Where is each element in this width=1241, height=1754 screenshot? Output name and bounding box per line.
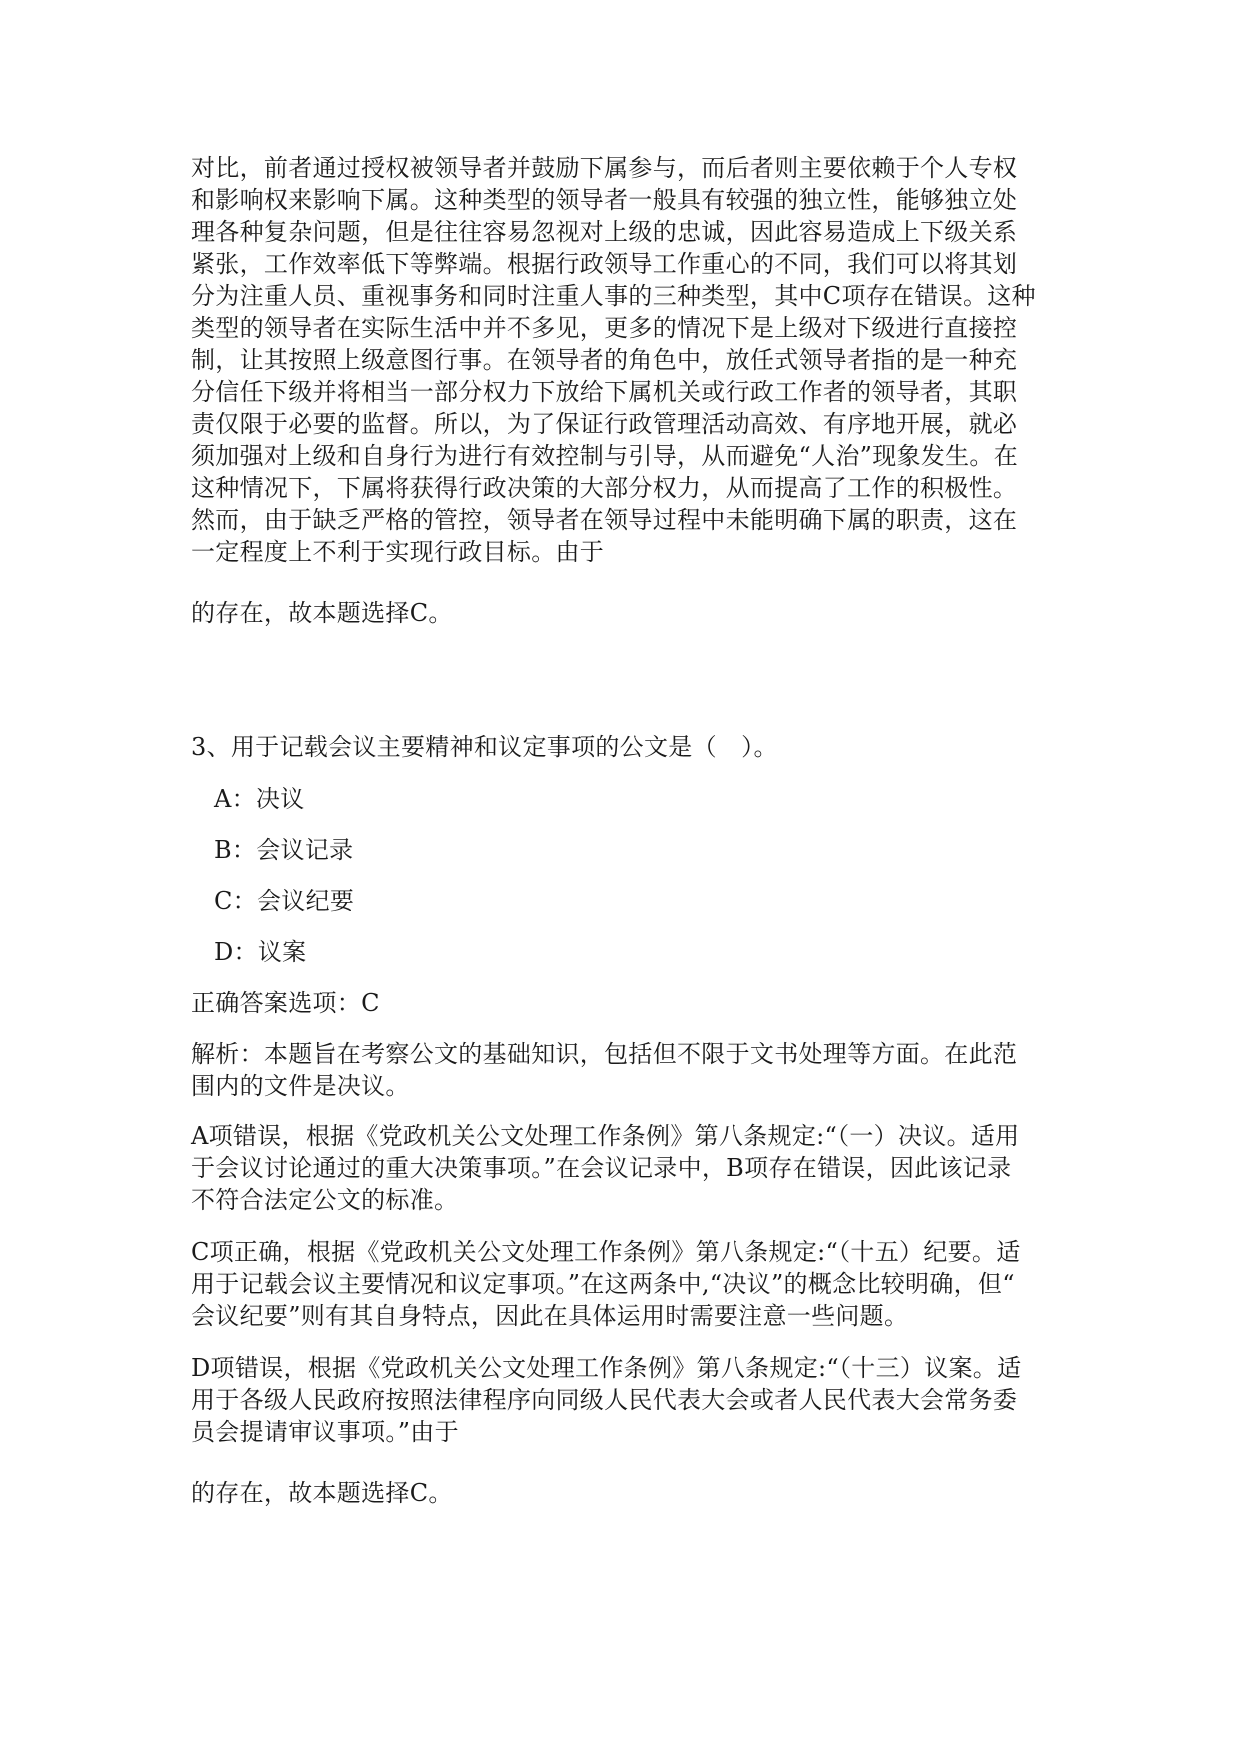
text-line: 围内的文件是决议。	[191, 1072, 410, 1100]
option-b	[214, 834, 1074, 866]
correct-answer	[191, 987, 1051, 1019]
text-line: 和影响权来影响下属。这种类型的领导者一般具有较强的独立性，能够独立处	[191, 186, 1018, 214]
option-d	[214, 936, 1074, 968]
question-conclusion	[191, 1477, 1051, 1509]
analysis-continued-paragraph	[191, 152, 1051, 568]
text-line: 制，让其按照上级意图行事。在领导者的角色中，放任式领导者指的是一种充	[191, 346, 1018, 374]
text-line: 分为注重人员、重视事务和同时注重人事的三种类型，其中C项存在错误。这种	[191, 282, 1036, 310]
option-d-explanation	[191, 1352, 1051, 1448]
conclusion-text: 的存在，故本题选择C。	[191, 599, 453, 627]
question-stem-text: 3、用于记载会议主要精神和议定事项的公文是（ ）。	[191, 733, 778, 761]
option-c	[214, 885, 1074, 917]
conclusion-paragraph	[191, 597, 1051, 629]
text-line: 员会提请审议事项。”由于	[191, 1418, 459, 1446]
text-line: 然而，由于缺乏严格的管控，领导者在领导过程中未能明确下属的职责，这在	[191, 506, 1018, 534]
text-line: 分信任下级并将相当一部分权力下放给下属机关或行政工作者的领导者，其职	[191, 378, 1018, 406]
option-d-text: D：议案	[214, 938, 307, 966]
text-line: 类型的领导者在实际生活中并不多见，更多的情况下是上级对下级进行直接控	[191, 314, 1018, 342]
text-line: 紧张，工作效率低下等弊端。根据行政领导工作重心的不同，我们可以将其划	[191, 250, 1018, 278]
question-stem	[191, 731, 1051, 763]
text-line: 用于记载会议主要情况和议定事项。”在这两条中,“决议”的概念比较明确，但“	[191, 1270, 1015, 1298]
analysis-paragraph	[191, 1038, 1051, 1102]
text-line: A项错误，根据《党政机关公文处理工作条例》第八条规定:“（一）决议。适用	[191, 1122, 1020, 1150]
text-line: D项错误，根据《党政机关公文处理工作条例》第八条规定:“（十三）议案。适	[191, 1354, 1022, 1382]
option-a-explanation	[191, 1120, 1051, 1216]
option-c-explanation	[191, 1236, 1051, 1332]
option-c-text: C：会议纪要	[214, 887, 355, 915]
text-line: 不符合法定公文的标准。	[191, 1186, 459, 1214]
text-line: 理各种复杂问题，但是往往容易忽视对上级的忠诚，因此容易造成上下级关系	[191, 218, 1018, 246]
conclusion-text: 的存在，故本题选择C。	[191, 1479, 453, 1507]
text-line: 须加强对上级和自身行为进行有效控制与引导，从而避免“人治”现象发生。在	[191, 442, 1019, 470]
text-line: 解析：本题旨在考察公文的基础知识，包括但不限于文书处理等方面。在此范	[191, 1040, 1018, 1068]
text-line: 一定程度上不利于实现行政目标。由于	[191, 538, 605, 566]
text-line: 责仅限于必要的监督。所以，为了保证行政管理活动高效、有序地开展，就必	[191, 410, 1018, 438]
text-line: 于会议讨论通过的重大决策事项。”在会议记录中，B项存在错误，因此该记录	[191, 1154, 1012, 1182]
option-b-text: B：会议记录	[214, 836, 354, 864]
correct-answer-text: 正确答案选项：C	[191, 989, 380, 1017]
text-line: 对比，前者通过授权被领导者并鼓励下属参与，而后者则主要依赖于个人专权	[191, 154, 1018, 182]
option-a	[214, 783, 1074, 815]
text-line: 这种情况下，下属将获得行政决策的大部分权力，从而提高了工作的积极性。	[191, 474, 1018, 502]
text-line: C项正确，根据《党政机关公文处理工作条例》第八条规定:“（十五）纪要。适	[191, 1238, 1021, 1266]
option-a-text: A：决议	[214, 785, 305, 813]
text-line: 用于各级人民政府按照法律程序向同级人民代表大会或者人民代表大会常务委	[191, 1386, 1018, 1414]
text-line: 会议纪要”则有其自身特点，因此在具体运用时需要注意一些问题。	[191, 1302, 909, 1330]
